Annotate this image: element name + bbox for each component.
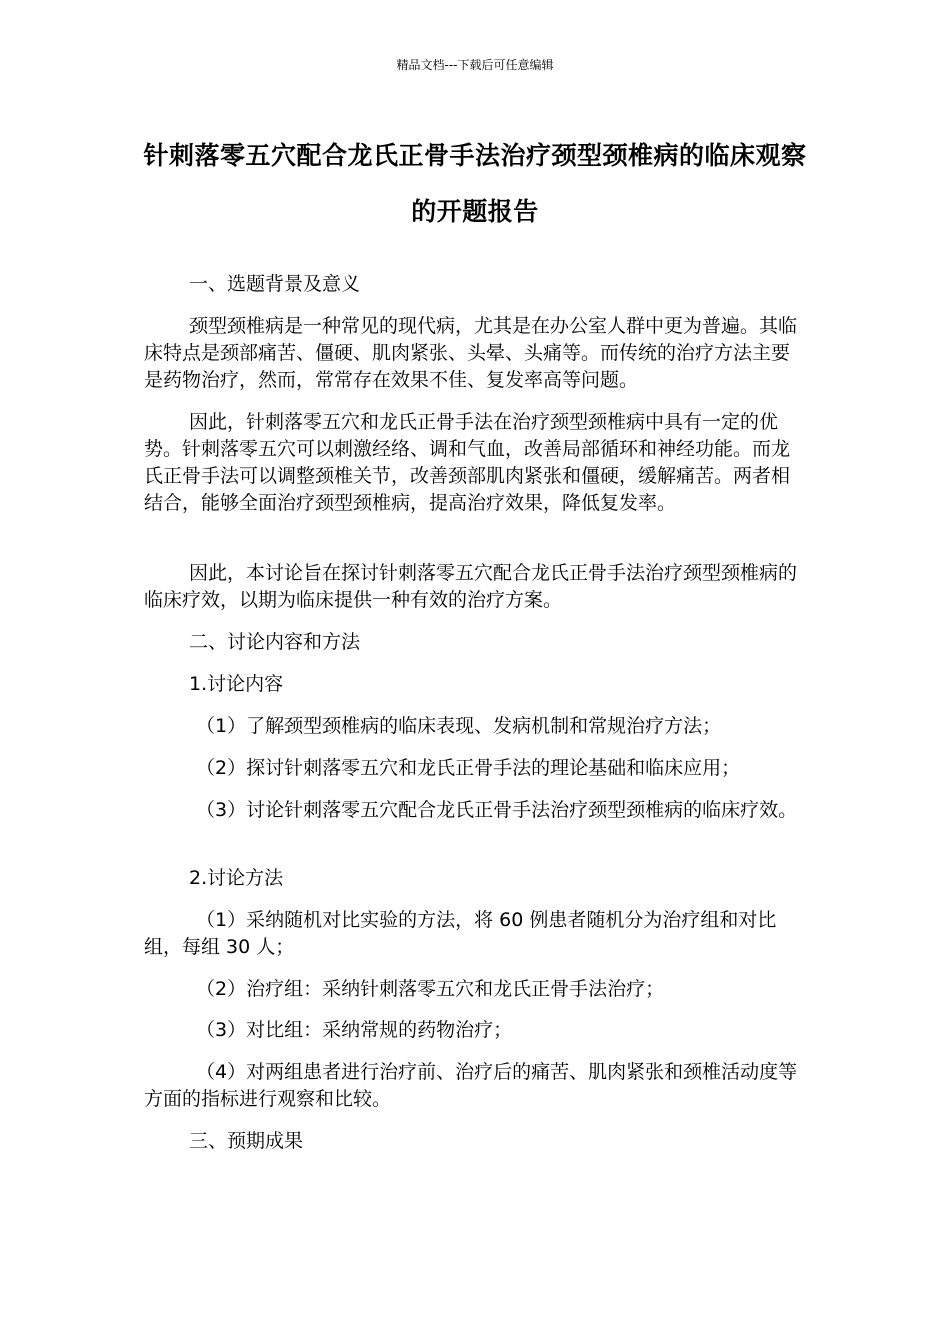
method-item-1: （1）采纳随机对比实验的方法，将 60 例患者随机分为治疗组和对比组，每组 30 人； (144, 909, 777, 958)
section-heading-expected-results: 三、预期成果 (189, 1130, 304, 1152)
content-item-3: （3）讨论针刺落零五穴配合龙氏正骨手法治疗颈型颈椎病的临床疗效。 (196, 799, 798, 821)
page-header-note: 精品文档---下载后可任意编辑 (396, 58, 554, 72)
section-heading-background: 一、选题背景及意义 (189, 273, 361, 295)
section-heading-content-methods: 二、讨论内容和方法 (189, 631, 361, 653)
subsection-heading-methods: 2.讨论方法 (189, 867, 284, 889)
content-item-2: （2）探讨针刺落零五穴和龙氏正骨手法的理论基础和临床应用； (196, 757, 741, 779)
method-item-3: （3）对比组：采纳常规的药物治疗； (196, 1019, 513, 1041)
document-title: 针刺落零五穴配合龙氏正骨手法治疗颈型颈椎病的临床观察的开题报告 (143, 141, 807, 226)
subsection-heading-content: 1.讨论内容 (189, 673, 284, 695)
content-item-1: （1）了解颈型颈椎病的临床表现、发病机制和常规治疗方法； (196, 715, 722, 737)
method-item-4: （4）对两组患者进行治疗前、治疗后的痛苦、肌肉紧张和颈椎活动度等方面的指标进行观察和比较。 (144, 1061, 798, 1110)
paragraph-background: 颈型颈椎病是一种常见的现代病，尤其是在办公室人群中更为普遍。其临床特点是颈部痛苦、僵硬、肌肉紧张、头晕、头痛等。而传统的治疗方法主要是药物治疗，然而，常常存在效果不佳、复发率高等问题。 (144, 315, 798, 391)
paragraph-purpose: 因此，本讨论旨在探讨针刺落零五穴配合龙氏正骨手法治疗颈型颈椎病的临床疗效，以期为临床提供一种有效的治疗方案。 (144, 562, 798, 611)
method-item-2: （2）治疗组：采纳针刺落零五穴和龙氏正骨手法治疗； (196, 978, 665, 1000)
paragraph-advantages: 因此，针刺落零五穴和龙氏正骨手法在治疗颈型颈椎病中具有一定的优势。针刺落零五穴可以刺激经络、调和气血，改善局部循环和神经功能。而龙氏正骨手法可以调整颈椎关节，改善颈部肌肉紧张和僵硬，缓解痛苦。两者相结合，能够全面治疗颈型颈椎病，提高治疗效果，降低复发率。 (144, 411, 791, 514)
